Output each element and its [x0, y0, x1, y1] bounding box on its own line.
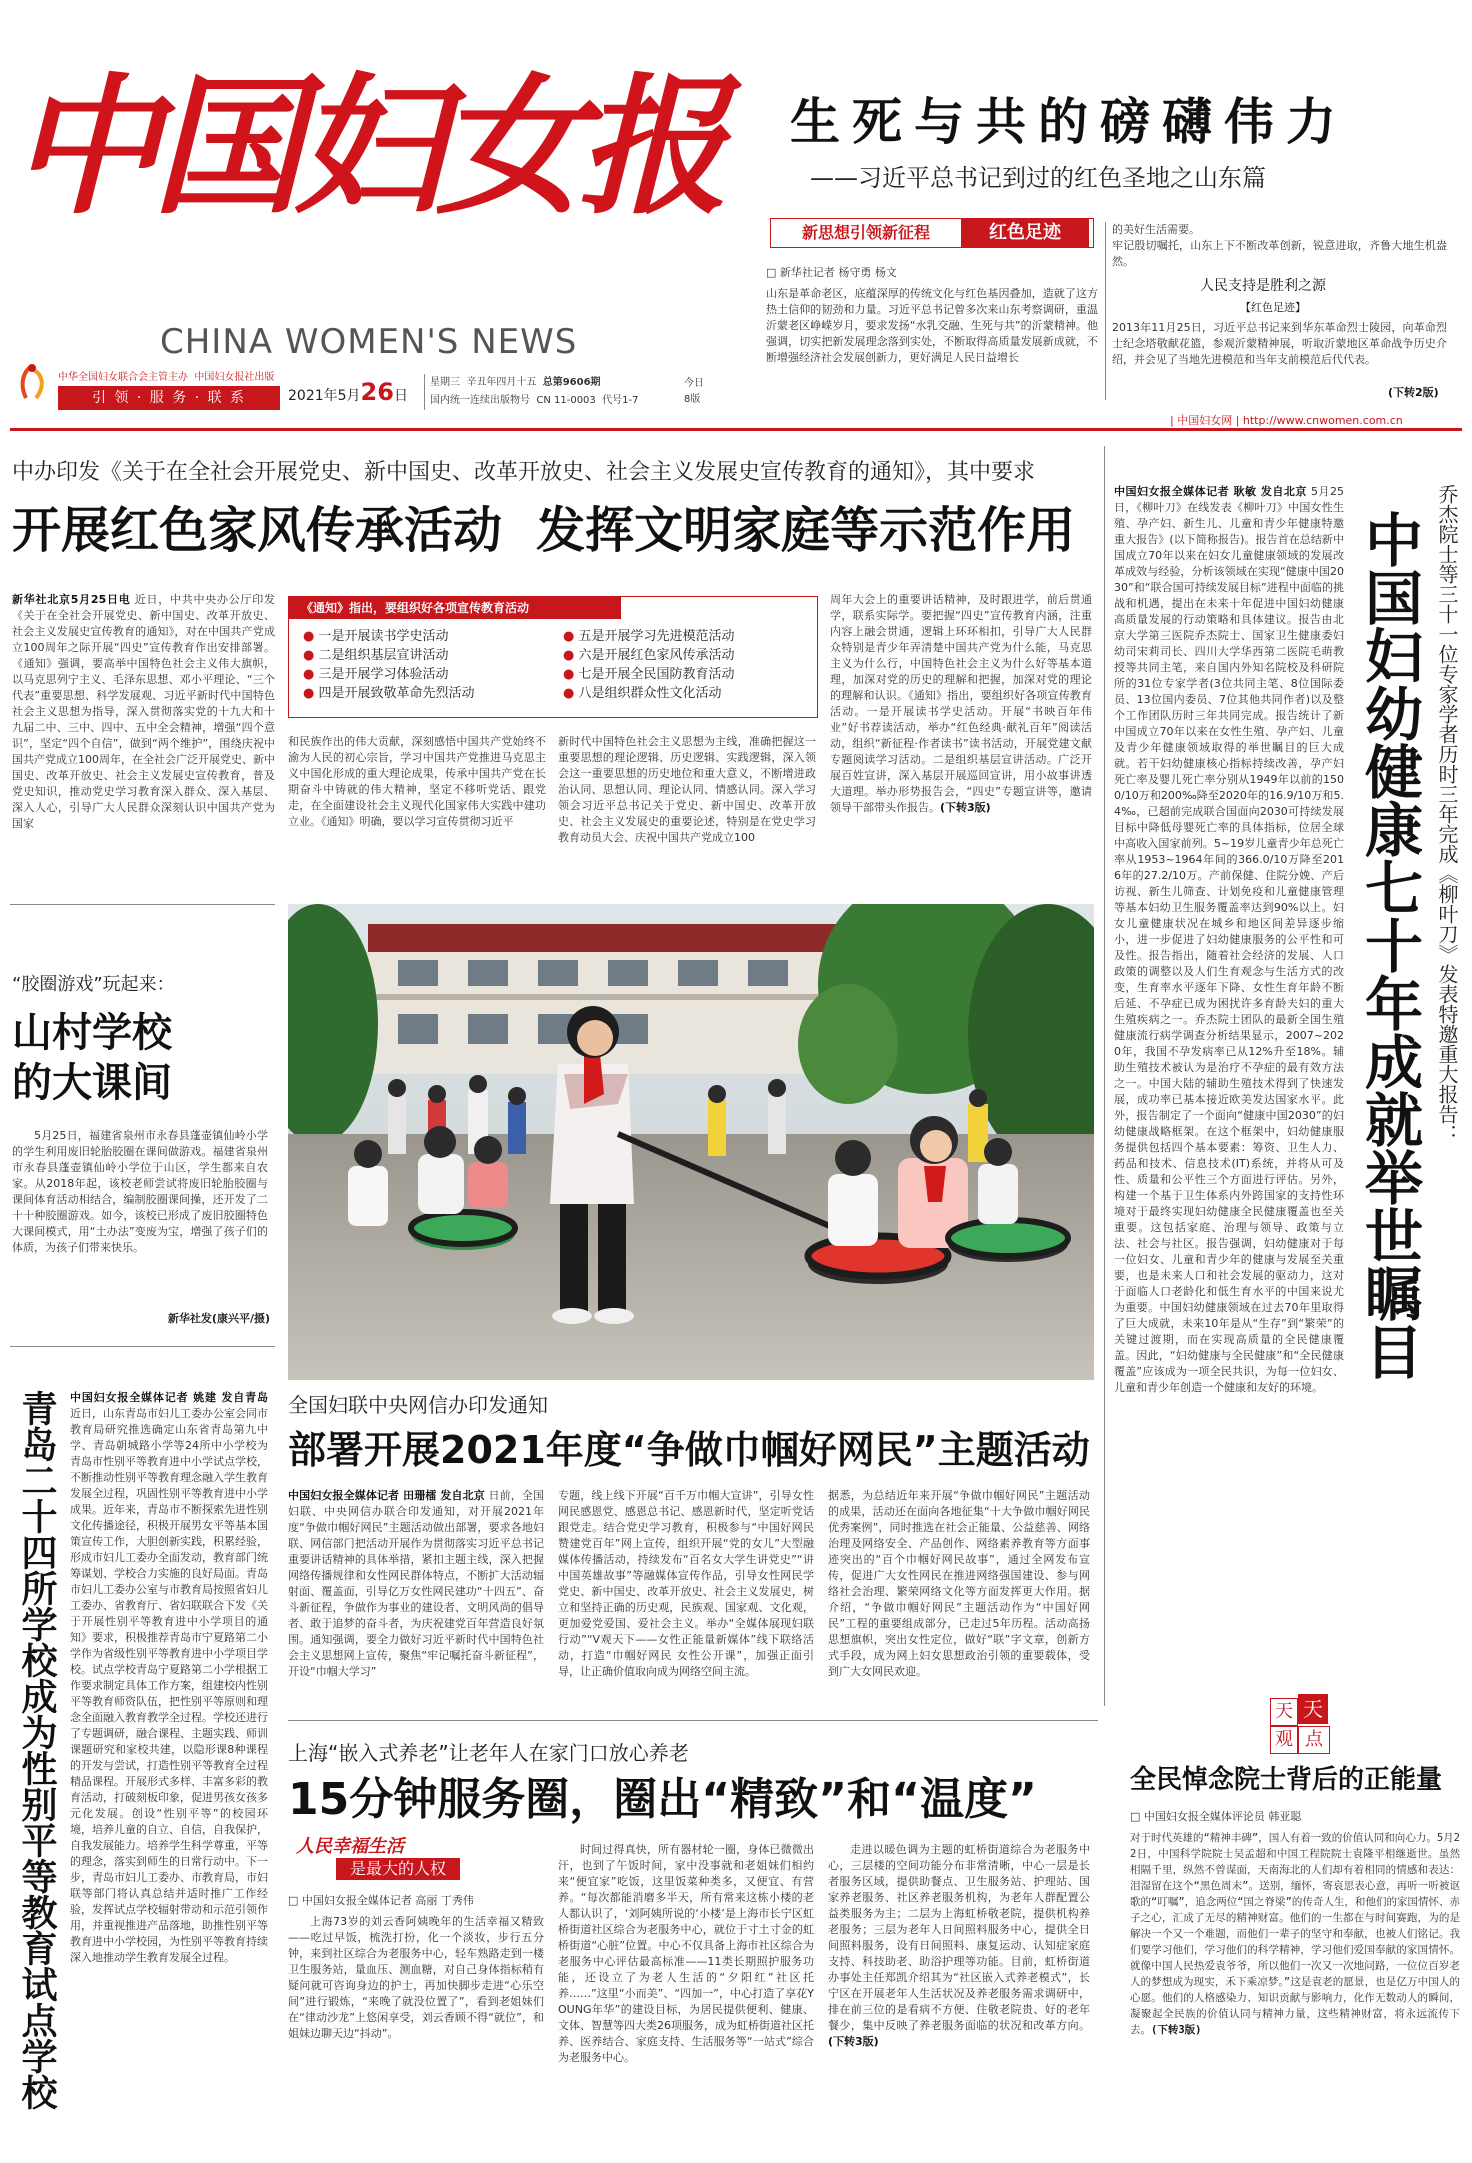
- photo-caption-headline: 山村学校 的大课间: [12, 1010, 172, 1106]
- lead-body-col2: 和民族作出的伟大贡献，深刻感悟中国共产党始终不渝为人民的初心宗旨，学习中国共产党推进马克思主义中国化形成的重大理论成果，传承中国共产党在长期奋斗中铸就的伟大精神，坚定不移听党话、跟党走，在全面建设社会主义现代化国家伟大实践中建功立业。《通知》明确，要以学习宣传贯彻习近平: [288, 735, 546, 828]
- qingdao-headline: 青岛二十四所学校成为性别平等教育试点学校: [16, 1390, 57, 2110]
- activities-box: [288, 596, 818, 718]
- feature-body-col2: 2013年11月25日，习近平总书记来到华东革命烈士陵园，向革命烈士纪念塔敬献花篮，参观沂蒙精神展，听取沂蒙地区革命战争历史介绍，并会见了当地先进模范和当年支前模范后代代表。: [1112, 321, 1447, 366]
- activities-list-left: [303, 627, 563, 703]
- masthead-title: 中国妇女报: [10, 59, 721, 235]
- activity-item: ● 五是开展学习先进模范活动: [563, 629, 735, 644]
- eldercare-body-col3: 走进以暖色调为主题的虹桥街道综合为老服务中心，三层楼的空间功能分布非常清晰，中心一层是长者服务区域，提供助餐点、卫生服务站、护理站、国家养老服务、社区养老服务机构，为老年人群配置公益类服务为主；二层为上海虹桥敬老院，提供机构养老服务；三层为老年人日间照料服务中心，提供全日间照料服务，设有日间照料、康复运动、认知症家庭支持、科技助老、助浴护理等功能。目前，虹桥街道办事处主任郑凯介绍其为“社区嵌入式养老模式”，长宁区在开展老年人生活状况及养老服务需求调研中，排在前三位的是看病不方便、住敬老院贵、好的老年餐少，集中反映了养老服务面临的状况和改革方向。(下转3版): [828, 1843, 1090, 2048]
- photo-caption-body: 5月25日，福建省泉州市永春县蓬壶镇仙岭小学的学生利用废旧轮胎胶圈在课间做游戏。福建省泉州市永春县蓬壶镇仙岭小学位于山区，学生都来自农家。从2018年起，该校老师尝试将废旧轮胎胶圈与课间体育活动相结合，编制胶圈课间操，还开发了二十十种胶圈游戏。如今，该校已形成了废旧胶圈特色大课间模式，用“土办法”变废为宝，增强了孩子们的体质，为孩子们带来快乐。: [12, 1129, 268, 1254]
- qingdao-body: 中国妇女报全媒体记者 姚建 发自青岛 近日，山东青岛市妇儿工委办公室会同市教育局研究推选确定山东省青岛第九中学、青岛朝城路小学等24所中小学校为青岛市性别平等教育进中小学试点学校，不断推动性别平等教育理念融入学生教育发展全过程，巩固性别平等教育进中小学成果。近年来，青岛市不断探索先进性别文化传播途径，积极开展男女平等基本国策宣传工作，大胆创新实践，积累经验，形成市妇儿工委办全面发动，教育部门统筹谋划、学校合力实施的良好局面。青岛市妇儿工委办公室与市教育局按照省妇儿工委办、省教育厅、省妇联联合下发《关于开展性别平等教育进中小学项目的通知》要求，积极推荐青岛市宁夏路第二小学作为省级性别平等教育进中小学项目学校。试点学校青岛宁夏路第二小学根据工作要求制定具体工作方案，组建校内性别平等教育师资队伍，把性别平等原则和理念全面融入教育教学全过程。学校还进行了专题调研，融合课程、主题实践、师训课题研究和家校共建，以隐形课8种课程的开发与尝试，打造性别平等教育全过程精品课程。开展形式多样、丰富多彩的教育活动，打破刻板印象，促进男孩女孩多元化发展。创设“性别平等”的校园环境，培养儿童的自立、自信，自我保护，自我发展能力。培养学生科学尊重，平等的理念，落实到师生的日常行动中。下一步，青岛市妇儿工委办、市教育局，市妇联等部门将认真总结并适时推广工作经验，发挥试点学校辐射带动和示范引领作用，并重视推进产品落地，助推性别平等教育进中小学校园，为性别平等教育持续深入地推动学生教育发展全过程。: [70, 1391, 268, 1964]
- feature-subtag: 【红色足迹】: [1240, 301, 1306, 314]
- commentary-logo: 天 天 观 点: [1270, 1694, 1340, 1754]
- feature-subhead: ——习近平总书记到过的红色圣地之山东篇: [810, 164, 1266, 192]
- commentary-byline: □ 中国妇女报全媒体评论员 韩亚聪: [1130, 1810, 1302, 1823]
- lead-body-col3: 新时代中国特色社会主义思想为主线，准确把握这一重要思想的理论逻辑、历史逻辑、实践逻辑，深入领会这一重要思想的历史地位和重大意义，不断增进政治认同、思想认同、理论认同、情感认同。深入学习领会习近平总书记关于党史、新中国史、改革开放史、社会主义发展史的重要论述，特别是在党史学习教育动员大会、庆祝中国共产党成立100: [558, 735, 816, 844]
- website-link[interactable]: | 中国妇女网 | http://www.cnwomen.com.cn: [1170, 414, 1403, 427]
- activity-item: ● 二是组织基层宣讲活动: [303, 648, 449, 663]
- netizen-kicker: 全国妇联中央网信办印发通知: [288, 1393, 548, 1417]
- commentary-body: 对于时代英雄的“精神丰碑”，国人有着一致的价值认同和向心力。5月22日，中国科学院院士吴孟超和中国工程院院士袁隆平相继逝世。虽然相隔千里，纵然不曾谋面，天南海北的人们却有着相同的情感和表达：泪湿留在这个“黑色周末”。送别，缅怀，寄哀思表心意，再听一听被讴歌的“叮嘱”，追念两位“国之脊梁”的传奇人生，和他们的家国情怀、赤子之心，汇成了无尽的精神财富。他们的一生都在与时间赛跑，为的是解决一个又一个难题，而他们一辈子的坚守和奉献，也被人们铭记。我们要学习他们，学习他们的科学精神，学习他们爱国奉献的家国情怀。就像中国人民热爱袁爷爷，所以他们一次又一次地问路，一位位百岁老人的梦想成为现实，禾下乘凉梦。”这是袁老的愿景，也是亿万中国人的心愿。他们的人格感染力、知识贡献与影响力，化作无数动人的瞬间，凝聚起全民族的价值认同与精神力量，这些精神财富，将永远流传下去。(下转3版): [1130, 1832, 1460, 2036]
- feature-body-col1: 山东是革命老区，底蕴深厚的传统文化与红色基因叠加，造就了这方热土信仰的韧劲和力量。习近平总书记曾多次来山东考察调研，重温沂蒙老区峥嵘岁月，要求发扬“水乳交融、生死与共”的沂蒙精神。他强调，切实把新发展理念落到实处，不断取得高质量发展新成就，不断增强经济社会发展创新力，更好满足人民日益增长: [766, 287, 1098, 364]
- netizen-body-col2: 专题，线上线下开展“百千万巾帼大宣讲”，引导女性网民感恩党、感恩总书记、感恩新时代，坚定听党话跟党走。结合党史学习教育，积极参与“中国好网民 赞建党百年”网上宣传，组织开展“党的女儿”大型融媒体传播活动，持续发布“百名女大学生讲党史”“讲中国英雄故事”等融媒体宣传作品，引导女性网民学党史、新中国史、改革开放史、社会主义发展史，树立和坚持正确的历史观，民族观、国家观、文化观，更加爱党爱国、爱社会主义。举办“全媒体展现妇联行动”“V观天下——女性正能量新媒体”线下联络活动，打造“巾帼好网民 女性公开课”，加强正面引导，让正确价值取向成为网络空间主流。: [558, 1489, 814, 1678]
- acwf-logo-icon: [14, 362, 50, 402]
- eldercare-logo: 人民幸福生活 是最大的人权: [296, 1836, 546, 1884]
- eldercare-body-col1: 上海73岁的刘云香阿姨晚年的生活幸福又精致——吃过早饭，梳洗打扮，化一个淡妆，步行五分钟，来到社区综合为老服务中心，轻车熟路走到一楼卫生服务站，量血压、测血糖，对自己身体指标稍有疑问就可咨询身边的护士，再加快脚步走进“心乐空间”进行锻炼，“来晚了就没位置了”，看到老姐妹们在“律动沙龙”上悠闲享受，刘云香顾不得“就位”，和姐妹边聊天边“抖动”。: [288, 1915, 544, 2040]
- eldercare-body-col2: 时间过得真快，所有器材轮一圈，身体已微微出汗，也到了午饭时间，家中没事就和老姐妹们相约来“便宜家”吃饭，这里饭菜种类多，又便宜、有营养。“每次都能消磨多半天，所有常来这栋小楼的老人都认识了，‘刘阿姨所说的‘小楼’是上海市长宁区虹桥街道社区综合为老服务中心，就位于寸土寸金的虹桥街道“心脏”位置。中心不仅具备上海市社区综合为老服务中心评估最高标准——11类长期照护服务功能，还设立了为老人生活的“夕阳红”社区托养……”这里“小而美”、“四加一”，中心打造了享花YOUNG年华”的建设目标，为居民提供便利、健康、文体、智慧等四大类26项服务，成为虹桥街道社区托养、医养结合、家庭支持、生活服务等“一站式”综合为老服务中心。: [558, 1843, 814, 2064]
- activity-item: ● 四是开展致敬革命先烈活动: [303, 686, 475, 701]
- photo-credit: 新华社发(康兴平/摄): [167, 1312, 270, 1325]
- feature-tag-column: 新思想引领新征程 红色足迹: [770, 218, 1094, 248]
- feature-continue: (下转2版): [1388, 386, 1439, 399]
- slogan-bar: 引 领 · 服 务 · 联 系: [58, 386, 280, 410]
- issue-info: 星期三 辛丑年四月十五 总第9606期 国内统一连续出版物号 CN 11-0003 代号1-7: [430, 377, 639, 406]
- activity-item: ● 六是开展红色家风传承活动: [563, 648, 735, 663]
- lead-kicker: 中办印发《关于在全社会开展党史、新中国史、改革开放史、社会主义发展史宣传教育的通知》，其中要求: [12, 460, 1036, 485]
- activity-item: ● 八是组织群众性文化活动: [563, 686, 722, 701]
- mch-kicker: 乔杰院士等三十一位专家学者历时三年完成《柳叶刀》发表特邀重大报告：: [1435, 484, 1459, 1144]
- activities-list-right: [563, 627, 803, 703]
- photo-caption-kicker: “胶圈游戏”玩起来：: [12, 974, 175, 995]
- eldercare-kicker: 上海“嵌入式养老”让老年人在家门口放心养老: [288, 1741, 689, 1765]
- issue-date: 2021年5月26日: [288, 378, 408, 406]
- activity-item: ● 三是开展学习体验活动: [303, 667, 449, 682]
- pages-today: 今日 8版: [684, 378, 704, 405]
- activities-box-title: 《通知》指出，要组织好各项宣传教育活动: [289, 597, 621, 619]
- recess-photo: [288, 904, 1094, 1380]
- feature-subheading: 人民支持是胜利之源: [1200, 278, 1326, 294]
- feature-byline: □ 新华社记者 杨守勇 杨文: [766, 266, 897, 279]
- lead-body-col4: 周年大会上的重要讲话精神，及时跟进学，前后贯通学，联系实际学。要把握“四史”宣传教育内涵，注重内容上融会贯通，逻辑上环环相扣，引导广大人民群众特别是青少年弄清楚中国共产党为什么能，马克思主义为什么行，中国特色社会主义为什么好等基本道理，加深对党的历史的理解和把握，加深对党的理论的理解和认识。《通知》指出，要组织好各项宣传教育活动。一是开展读书学史活动。开展“书映百年伟业”好书荐读活动，举办“红色经典·献礼百年”阅读活动，组织“新征程·作者读书”读书活动，开展党建文献专题阅读学习活动。二是组织基层宣讲活动。广泛开展百姓宣讲，深入基层开展巡回宣讲，用小故事讲透大道理。举办形势报告会，“四史”专题宣讲等，邀请领导干部带头作报告。(下转3版): [830, 593, 1092, 814]
- masthead-english: CHINA WOMEN'S NEWS: [160, 322, 578, 362]
- mch-headline: 中国妇幼健康七十年成就举世瞩目: [1355, 510, 1423, 1380]
- activity-item: ● 一是开展读书学史活动: [303, 629, 449, 644]
- commentary-headline: 全民悼念院士背后的正能量: [1130, 1765, 1443, 1795]
- eldercare-byline: □ 中国妇女报全媒体记者 高丽 丁秀伟: [288, 1894, 474, 1907]
- lead-headline: 开展红色家风传承活动 发挥文明家庭等示范作用: [12, 502, 1076, 559]
- feature-headline: 生死与共的磅礴伟力: [790, 92, 1348, 151]
- activity-item: ● 七是开展全民国防教育活动: [563, 667, 735, 682]
- feature-body-col2-intro: 的美好生活需要。 牢记殷切嘱托，山东上下不断改革创新，锐意进取，齐鲁大地生机盎然。: [1112, 223, 1447, 268]
- eldercare-headline: 15分钟服务圈，圈出“精致”和“温度”: [288, 1774, 1037, 1825]
- sponsor-line: 中华全国妇女联合会主管主办 中国妇女报社出版: [58, 372, 275, 383]
- netizen-headline: 部署开展2021年度“争做巾帼好网民”主题活动: [288, 1428, 1090, 1472]
- mch-body: 中国妇女报全媒体记者 耿敏 发自北京 5月25日，《柳叶刀》在线发表《柳叶刀》中国女性生殖、孕产妇、新生儿、儿童和青少年健康特邀重大报告》(以下简称报告)。报告首在总结新中国成立70年以来在妇女儿童健康领域的发展改革成效与经验，分析该领域在实现“健康中国2030”和“联合国可持续发展目标”进程中面临的挑战和机遇，提出在未来十年促进中国妇幼健康高质量发展的行动策略和具体建议。报告由北京大学第三医院乔杰院士、国家卫生健康委妇幼司宋莉司长、四川大学华西第二医院毛萌教授等共同主笔，来自国内外知名院校及科研院所的31位专家学者(3位共同主笔、8位国际委员、13位国内委员、7位其他共同作者)以及整个工作团队历时三年共同完成。报告统计了新中国成立70年以来在女性生殖、孕产妇、儿童及青少年健康领域取得的举世瞩目的巨大成就。若干妇幼健康核心指标持续改善，孕产妇死亡率及婴儿死亡率分别从1949年以前的1500/10万和200‰降至2020年的16.9/10万和5.4‰，已超前完成联合国面向2030可持续发展目标中降低母婴死亡率的具体指标，位居全球中高收入国家前列。5~19岁儿童青少年总死亡率从1953~1964年间的366.0/10万降至2016年的27.2/10万。产前保健、住院分娩、产后访视、新生儿筛查、计划免疫和儿童健康管理等基本妇幼卫生服务覆盖率达到90%以上。妇女儿童健康状况在城乡和地区间差异逐步缩小，进一步促进了妇幼健康服务的公平性和可及性。报告指出，随着社会经济的发展、人口政策的调整以及人们生育观念与生活方式的改变，生育率水平逐年下降、女性生育年龄不断后延、不孕症已成为困扰许多育龄夫妇的重大生殖疾病之一。乔杰院士团队的最新全国生殖健康流行病学调查分析结果显示，2007~2020年，我国不孕发病率已从12%升至18%。辅助生殖技术被认为是治疗不孕症的最有效方法之一。中国大陆的辅助生殖技术得到了快速发展，成功率已基本接近欧美发达国家水平。此外，报告制定了一个面向“健康中国2030”的妇幼健康战略框架。在这个框架中，妇幼健康服务提供包括四个基本要素：筹资、卫生人力、药品和技术、信息技术(IT)系统，并将从可及性、质量和公平性三个方面进行评估。另外，构建一个基于卫生体系内外跨国家的支持性环境对于最终实现妇幼健康全民健康覆盖也至关重要。这包括家庭、治理与领导、政策与立法、社会与社区。报告强调，妇幼健康对于每一位妇女、儿童和青少年的健康与发展至关重要，也是未来人口和社会发展的驱动力，这对于面临人口老龄化和低生育水平的中国来说尤为重要。中国妇幼健康领域在过去70年里取得了巨大成就，未来10年是从“生存”到“繁荣”的关键过渡期，而在实现高质量的全民健康覆盖。因此，“妇幼健康与全民健康”和“全民健康覆盖”应该成为一项全民共识，为每一位妇女、儿童和青少年创造一个健康和友好的环境。: [1114, 485, 1344, 1394]
- lead-body-col1: 新华社北京5月25日电 近日，中共中央办公厅印发《关于在全社会开展党史、新中国史、改革开放史、社会主义发展史宣传教育的通知》，对在中国共产党成立100周年之际开展“四史”宣传教育作出安排部署。《通知》强调，要高举中国特色社会主义伟大旗帜，以马克思列宁主义、毛泽东思想、邓小平理论、“三个代表”重要思想、科学发展观、习近平新时代中国特色社会主义思想为指导，深入贯彻落实党的十九大和十九届二中、三中、四中、五中全会精神，增强“四个意识”，坚定“四个自信”，做到“两个维护”，围绕庆祝中国共产党成立100周年，在全社会广泛开展党史、新中国史、改革开放史、社会主义发展史宣传教育，普及党史知识，推动党史学习教育深入群众、深入基层、深入人心，引导广大人民群众深刻认识中国共产党为国家: [12, 593, 275, 830]
- netizen-body-col3: 据悉，为总结近年来开展“争做巾帼好网民”主题活动的成果，活动还在面向各地征集“十大争做巾帼好网民优秀案例”，同时推选在社会正能量、公益慈善、网络治理及网络安全、产品创作、网络素养教育等方面事迹突出的“百个巾帼好网民故事”，通过全网发布宣传，促进广大女性网民在推进网络强国建设、参与网络社会治理、繁荣网络文化等方面发挥更大作用。据介绍，“争做巾帼好网民”主题活动作为“中国好网民”工程的重要组成部分，已走过5年历程。活动高扬思想旗帜，突出女性定位，做好“联”字文章，创新方式手段，成为网上妇女思想政治引领的重要载体，受到广大女网民欢迎。: [828, 1489, 1090, 1678]
- netizen-body-col1: 中国妇女报全媒体记者 田珊檑 发自北京 日前，全国妇联、中央网信办联合印发通知，对开展2021年度“争做巾帼好网民”主题活动做出部署，要求各地妇联、网信部门把活动开展作为贯彻落实习近平总书记重要讲话精神的具体举措，紧扣主题主线，深入把握网络传播规律和女性网民群体特点，不断扩大活动辐射面、覆盖面，引导亿万女性网民建功“十四五”、奋斗新征程，争做作为事业的建设者、文明风尚的倡导者、敢于追梦的奋斗者，为庆祝建党百年营造良好氛围。通知强调，要全力做好习近平新时代中国特色社会主义思想网上宣传，聚焦“牢记嘱托奋斗新征程”，开设“巾帼大学习”: [288, 1489, 544, 1678]
